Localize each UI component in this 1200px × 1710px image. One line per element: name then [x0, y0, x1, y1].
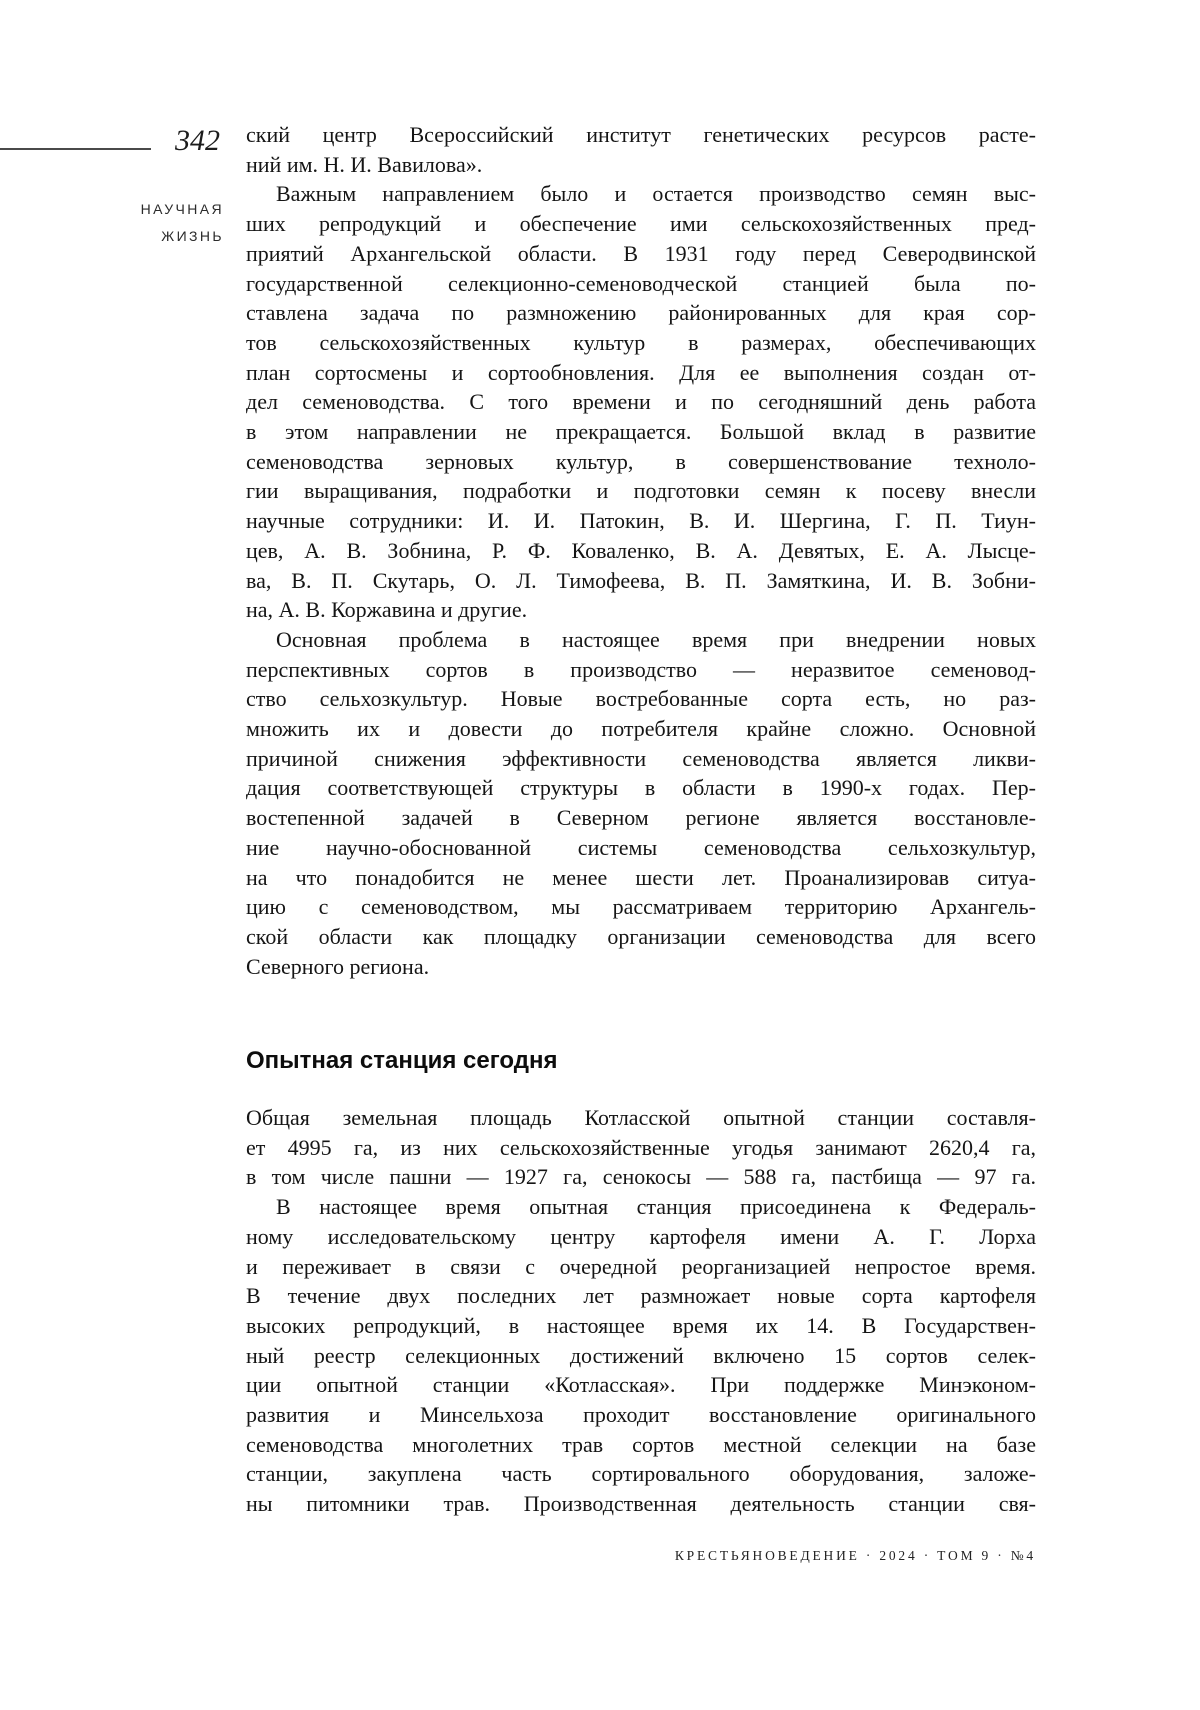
text-line: ставлена задача по размножению районированных для края сор- [246, 300, 1036, 326]
text-line: ний им. Н. И. Вавилова». [246, 151, 483, 177]
text-line: станции, закуплена часть сортировального оборудования, заложе- [246, 1461, 1036, 1487]
text-line: Северного региона. [246, 953, 430, 979]
section-rubric [0, 196, 224, 250]
text-line: цию с семеноводством, мы рассматриваем территорию Архангель- [246, 894, 1036, 920]
section-heading: Опытная станция сегодня [246, 1047, 558, 1074]
text-line: развития и Минсельхоза проходит восстановление оригинального [246, 1402, 1036, 1428]
text-line: ции опытной станции «Котласская». При поддержке Минэконом- [246, 1372, 1036, 1398]
text-line: высоких репродукций, в настоящее время их 14. В Государствен- [246, 1312, 1036, 1338]
text-line: перспективных сортов в производство — неразвитое семеновод- [246, 656, 1036, 682]
text-line: семеноводства зерновых культур, в совершенствование техноло- [246, 448, 1036, 474]
text-line: план сортосмены и сортообновления. Для ее выполнения создан от- [246, 359, 1036, 385]
rubric-line-1: НАУЧНАЯ [140, 201, 224, 217]
text-line: семеноводства многолетних трав сортов местной селекции на базе [246, 1431, 1036, 1457]
text-line: ва, В. П. Скутарь, О. Л. Тимофеева, В. П. Замяткина, И. В. Зобни- [246, 567, 1036, 593]
text-line: цев, А. В. Зобнина, Р. Ф. Коваленко, В. А. Девятых, Е. А. Лысце- [246, 537, 1036, 563]
text-line: дел семеноводства. С того времени и по сегодняшний день работа [246, 389, 1036, 415]
body-text-block-1 [246, 120, 1036, 981]
text-line: гии выращивания, подработки и подготовки семян к посеву внесли [246, 478, 1036, 504]
text-line: В течение двух последних лет размножает новые сорта картофеля [246, 1283, 1036, 1309]
text-line: на, А. В. Коржавина и другие. [246, 597, 528, 623]
text-line: ны питомники трав. Производственная деятельность станции свя- [246, 1491, 1036, 1517]
text-line: государственной селекционно-семеноводческой станцией была по- [246, 270, 1036, 296]
running-footer: КРЕСТЬЯНОВЕДЕНИЕ · 2024 · ТОМ 9 · №4 [674, 1548, 1036, 1563]
text-line: ство сельхозкультур. Новые востребованные сорта есть, но раз- [246, 686, 1036, 712]
text-line: на что понадобится не менее шести лет. Проанализировав ситуа- [246, 864, 1036, 890]
page-number: 342 [175, 124, 220, 157]
text-line: приятий Архангельской области. В 1931 году перед Северодвинской [246, 240, 1036, 266]
text-line: в том числе пашни — 1927 га, сенокосы — 588 га, пастбища — 97 га. [246, 1164, 1036, 1190]
text-line: Общая земельная площадь Котласской опытной станции составля- [246, 1105, 1036, 1130]
text-line: ние научно-обоснованной системы семеноводства сельхозкультур, [246, 834, 1036, 860]
text-line: тов сельскохозяйственных культур в размерах, обеспечивающих [246, 329, 1036, 355]
text-line: ших репродукций и обеспечение ими сельскохозяйственных пред- [246, 211, 1036, 237]
text-line: ской области как площадку организации семеноводства для всего [246, 923, 1036, 949]
text-line: ный реестр селекционных достижений включено 15 сортов селек- [246, 1342, 1036, 1368]
text-line: Важным направлением было и остается производство семян выс- [276, 181, 1036, 207]
text-line: Основная проблема в настоящее время при внедрении новых [276, 626, 1036, 652]
text-line: и переживает в связи с очередной реорганизацией непростое время. [246, 1253, 1036, 1279]
text-line: В настоящее время опытная станция присоединена к Федераль- [276, 1194, 1036, 1220]
text-line: ский центр Всероссийский институт генетических ресурсов расте- [246, 122, 1036, 147]
text-line: научные сотрудники: И. И. Патокин, В. И. Шергина, Г. П. Тиун- [246, 508, 1036, 534]
text-line: востепенной задачей в Северном регионе является восстановле- [246, 805, 1036, 831]
text-line: дация соответствующей структуры в области в 1990-х годах. Пер- [246, 775, 1036, 801]
body-text-block-2 [246, 1103, 1036, 1519]
text-line: причиной снижения эффективности семеноводства является ликви- [246, 745, 1036, 771]
rubric-line-2: ЖИЗНЬ [161, 228, 224, 244]
text-line: в этом направлении не прекращается. Большой вклад в развитие [246, 419, 1036, 445]
text-line: множить их и довести до потребителя крайне сложно. Основной [246, 716, 1036, 742]
text-line: ет 4995 га, из них сельскохозяйственные угодья занимают 2620,4 га, [246, 1134, 1036, 1160]
text-line: ному исследовательскому центру картофеля имени А. Г. Лорха [246, 1223, 1036, 1249]
